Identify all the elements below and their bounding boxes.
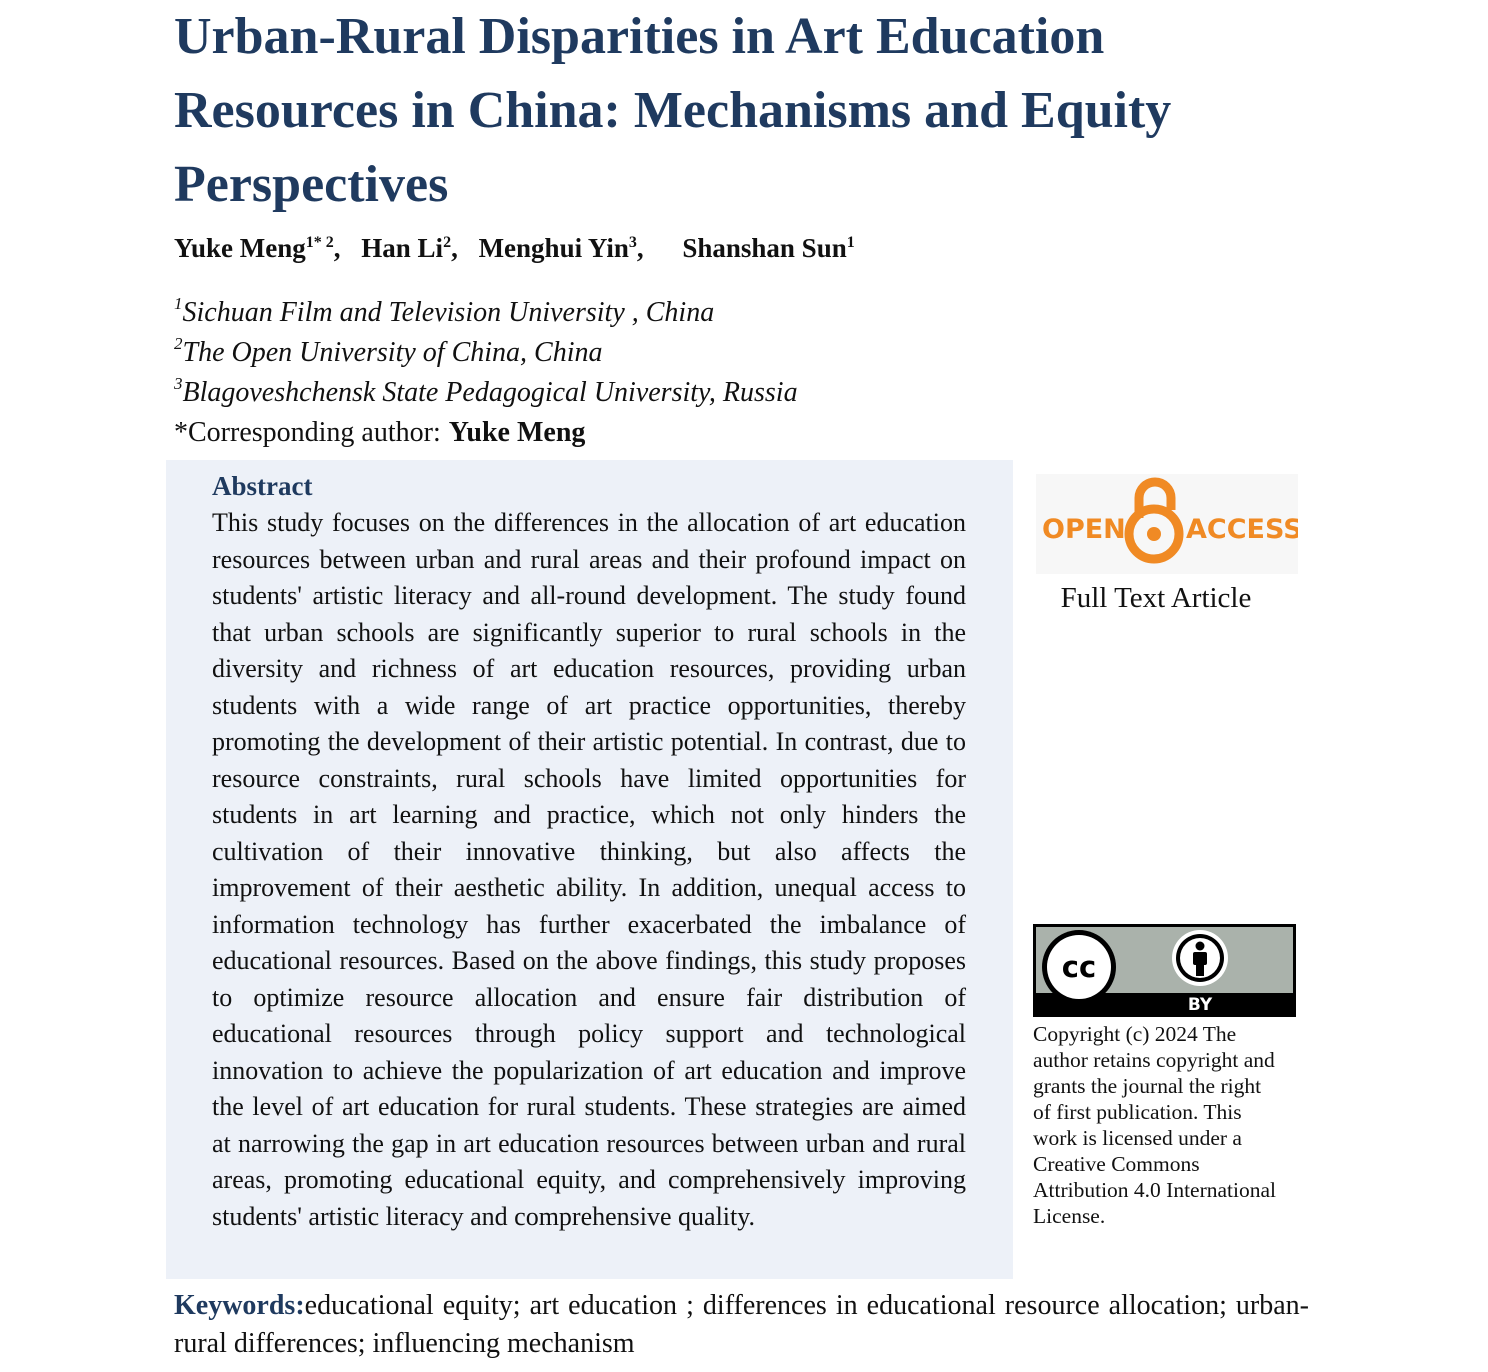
full-text-caption: Full Text Article <box>1060 582 1252 614</box>
author-list <box>174 228 869 268</box>
corresponding-label: *Corresponding author: <box>174 417 441 448</box>
author-name: Menghui Yin$^3$, <box>478 233 644 263</box>
open-lock-icon <box>1036 474 1298 574</box>
by-text: BY <box>1187 995 1213 1015</box>
corresponding-author <box>174 413 585 453</box>
corresponding-name: Yuke Meng <box>448 417 586 448</box>
access-word: ACCESS <box>1186 514 1298 545</box>
keywords <box>174 1287 1309 1363</box>
open-word: OPEN <box>1042 514 1126 545</box>
cc-text: cc <box>1061 950 1097 984</box>
affiliation-line: $^1$Sichuan Film and Television University , China <box>174 294 715 328</box>
author-name: Shanshan Sun$^1$ <box>682 233 855 263</box>
author-name: Han Li$^2$, <box>361 233 458 263</box>
affiliation-line: $^3$Blagoveshchensk State Pedagogical University, Russia <box>174 374 798 408</box>
affiliation-line: $^2$The Open University of China, China <box>174 334 603 368</box>
keywords-label: Keywords: <box>174 1290 305 1321</box>
copyright-notice: Copyright (c) 2024 The author retains copyright and grants the journal the right of first publication. This work is licensed under a Creative Commons Attribution 4.0 International License. <box>1033 1022 1277 1228</box>
author-name: Yuke Meng$^{1* 2}$, <box>174 233 341 263</box>
abstract-text: This study focuses on the differences in the allocation of art education resources between urban and rural areas and their profound impact on students' artistic literacy and all-round development. The study found that urban schools are significantly superior to rural schools in the diversity and richness of art education resources, providing urban students with a wide range of art practice opportunities, thereby promoting the development of their artistic potential. In contrast, due to resource constraints, rural schools have limited opportunities for students in art learning and practice, which not only hinders the cultivation of their innovative thinking, but also affects the improvement of their aesthetic ability. In addition, unequal access to information technology has further exacerbated the imbalance of educational resources. Based on the above findings, this study proposes to optimize resource allocation and ensure fair distribution of educational resources through policy support and technological innovation to achieve the popularization of art education and improve the level of art education for rural students. These strategies are aimed at narrowing the gap in art education resources between urban and rural areas, promoting educational equity, and comprehensively improving students' artistic literacy and comprehensive quality. <box>212 508 966 1231</box>
keywords-text: educational equity; art education ; differences in educational resource allocation; urban-rural differences; influencing mechanism <box>174 1290 1309 1359</box>
cc-by-badge <box>1033 924 1296 1017</box>
cc-icon <box>1042 930 1116 1004</box>
abstract-panel <box>166 460 1013 1279</box>
open-access-logo <box>1036 474 1298 574</box>
attribution-person-icon <box>1172 930 1228 986</box>
abstract-heading: Abstract <box>212 471 313 501</box>
paper-title: Urban-Rural Disparities in Art Education Resources in China: Mechanisms and Equity Perspectives <box>174 8 1172 213</box>
